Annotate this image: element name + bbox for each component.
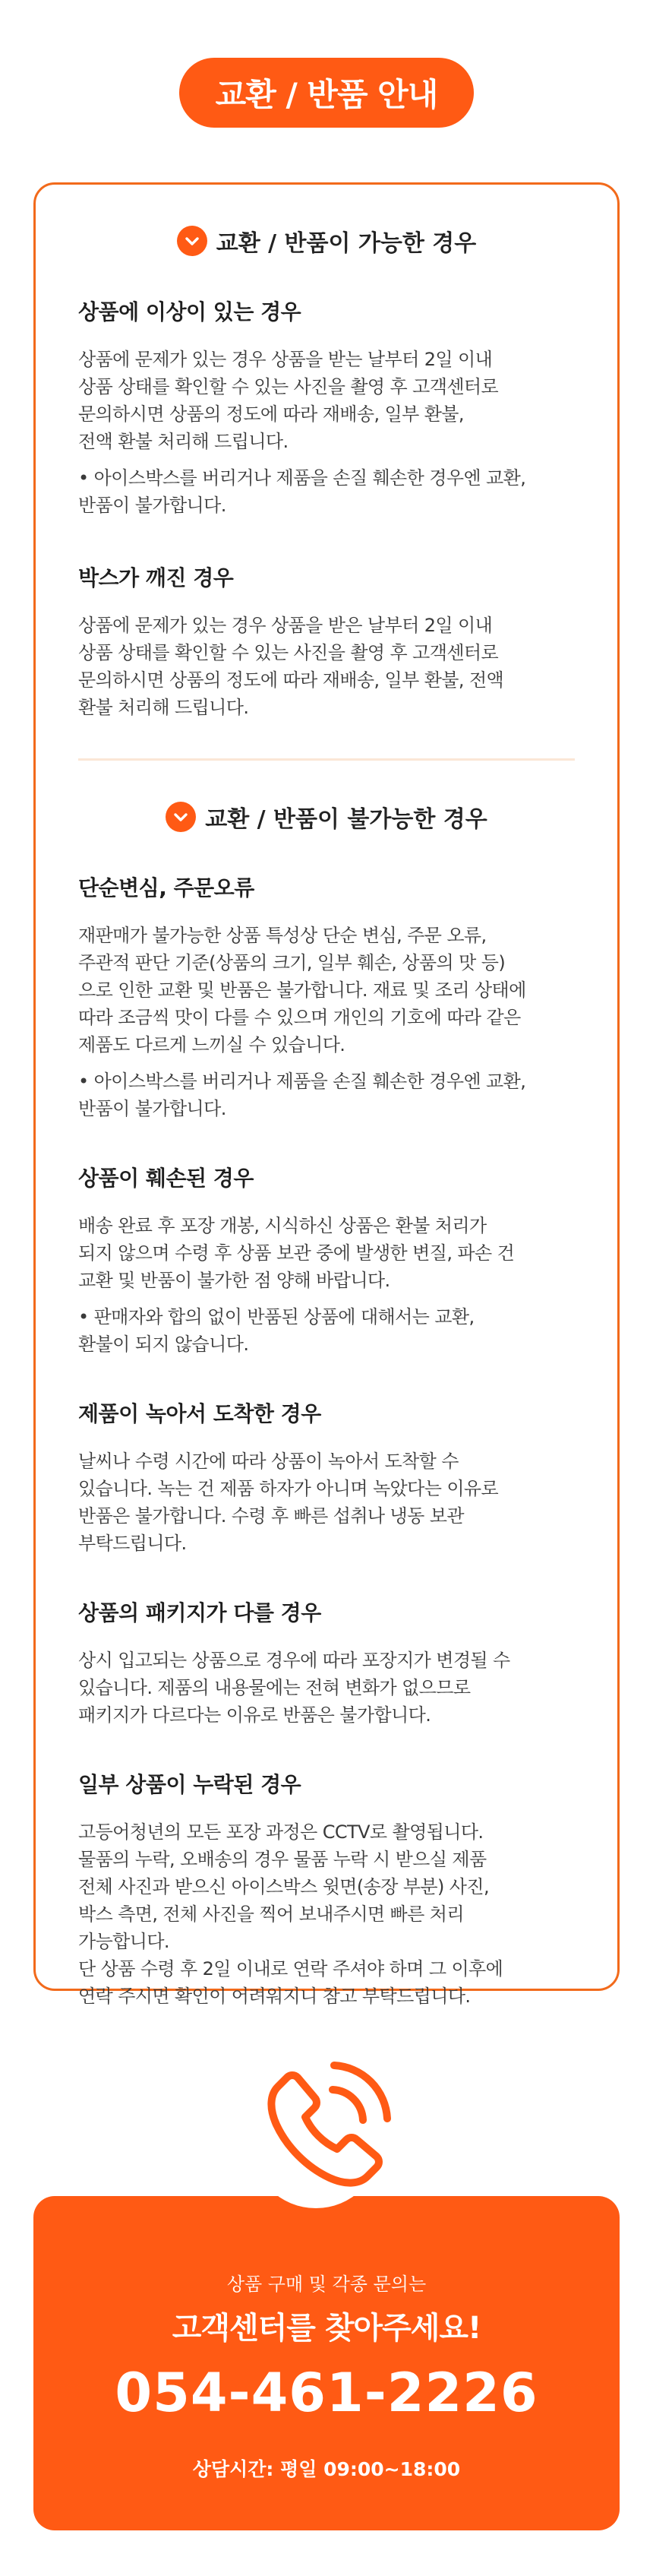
list-item <box>78 1397 575 1557</box>
item-title: 상품이 훼손된 경우 <box>78 1166 254 1191</box>
item-body: 재판매가 불가능한 상품 특성상 단순 변심, 주문 오류, 주관적 판단 기준(상품의 크기, 일부 훼손, 상품의 맛 등) 으로 인한 교환 및 반품은 불가합니다. 재료 및 조리 상태에 따라 조금씩 맛이 다를 수 있으며 개인의 기호에 따라 같은 제품도 다르게 느끼실 수 있습니다. <box>78 925 526 1055</box>
impossible-heading <box>78 800 575 834</box>
item-title: 일부 상품이 누락된 경우 <box>78 1772 301 1797</box>
list-item <box>78 562 575 721</box>
possible-heading-text: 교환 / 반품이 가능한 경우 <box>216 230 477 257</box>
item-body: 상시 입고되는 상품으로 경우에 따라 포장지가 변경될 수 있습니다. 제품의 내용물에는 전혀 변화가 없으므로 패키지가 다르다는 이유로 반품은 불가합니다. <box>78 1650 510 1726</box>
possible-heading <box>78 224 575 258</box>
item-body: 상품에 문제가 있는 경우 상품을 받은 날부터 2일 이내 상품 상태를 확인할 수 있는 사진을 촬영 후 고객센터로 문의하시면 상품의 정도에 따라 재배송, 일부 환불, 전액 환불 처리해 드립니다. <box>78 615 504 718</box>
item-title: 상품의 패키지가 다를 경우 <box>78 1600 321 1625</box>
possible-section <box>78 224 575 721</box>
section-divider <box>78 758 575 761</box>
item-title: 박스가 깨진 경우 <box>78 565 234 590</box>
contact-heading: 고객센터를 찾아주세요! <box>172 2311 481 2346</box>
item-note: • 아이스박스를 버리거나 제품을 손질 훼손한 경우엔 교환, 반품이 불가합니다. <box>78 1071 526 1119</box>
policy-card <box>33 182 620 2007</box>
item-body: 배송 완료 후 포장 개봉, 시식하신 상품은 환불 처리가 되지 않으며 수령 후 상품 보관 중에 발생한 변질, 파손 건 교환 및 반품이 불가한 점 양해 바랍니다. <box>78 1215 515 1291</box>
item-note: • 아이스박스를 버리거나 제품을 손질 훼손한 경우엔 교환, 반품이 불가합니다. <box>78 467 526 516</box>
page-title: 교환 / 반품 안내 <box>179 58 474 128</box>
list-item <box>78 1768 575 2010</box>
check-circle-icon <box>177 226 207 256</box>
item-title: 상품에 이상이 있는 경우 <box>78 299 301 324</box>
item-title: 단순변심, 주문오류 <box>78 875 254 900</box>
phone-ringing-icon <box>243 2043 410 2210</box>
contact-subtitle: 상품 구매 및 각종 문의는 <box>226 2274 427 2295</box>
item-body: 고등어청년의 모든 포장 과정은 CCTV로 촬영됩니다. 물품의 누락, 오배송의 경우 물품 누락 시 받으실 제품 전체 사진과 받으신 아이스박스 윗면(송장 부분) 사진, 박스 측면, 전체 사진을 찍어 보내주시면 빠른 처리 가능합니다. 단 상품 수령 후 2일 이내로 연락 주셔야 하며 그 이후에 연락 주시면 확인이 어려워지니 참고 부탁드립니다. <box>78 1821 503 2007</box>
item-body: 날씨나 수령 시간에 따라 상품이 녹아서 도착할 수 있습니다. 녹는 건 제품 하자가 아니며 녹았다는 이유로 반품은 불가합니다. 수령 후 빠른 섭취나 냉동 보관 부탁드립니다. <box>78 1451 499 1554</box>
business-hours: 상담시간: 평일 09:00~18:00 <box>192 2458 461 2480</box>
item-note: • 판매자와 합의 없이 반품된 상품에 대해서는 교환, 환불이 되지 않습니다. <box>78 1306 475 1355</box>
item-title: 제품이 녹아서 도착한 경우 <box>78 1401 321 1426</box>
impossible-section <box>78 800 575 2010</box>
list-item <box>78 1597 575 1729</box>
list-item <box>78 1162 575 1358</box>
impossible-heading-text: 교환 / 반품이 불가능한 경우 <box>205 806 487 833</box>
list-item <box>78 296 575 519</box>
contact-banner <box>33 2196 620 2530</box>
phone-number[interactable]: 054-461-2226 <box>115 2362 538 2424</box>
item-body: 상품에 문제가 있는 경우 상품을 받는 날부터 2일 이내 상품 상태를 확인할 수 있는 사진을 촬영 후 고객센터로 문의하시면 상품의 정도에 따라 재배송, 일부 환불, 전액 환불 처리해 드립니다. <box>78 349 499 452</box>
check-circle-icon <box>166 802 196 832</box>
list-item <box>78 872 575 1122</box>
